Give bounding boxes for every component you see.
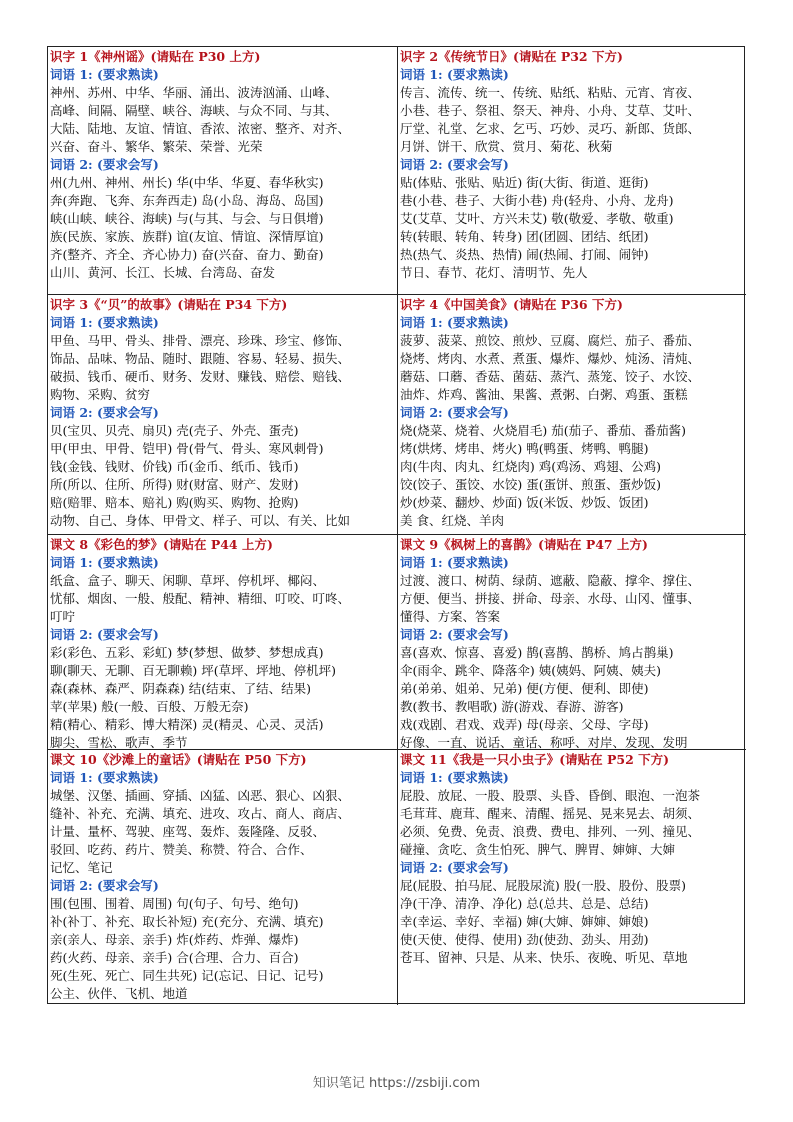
vocab-line: 烧烤、烤肉、水煮、煮蛋、爆炸、爆炒、炖汤、清炖、 [400, 351, 701, 366]
vocab-line: 教(教书、教唱歌) 游(游戏、春游、游客) [400, 699, 624, 714]
vocab-line: 缝补、补充、充满、填充、进攻、攻占、商人、商店、 [50, 806, 351, 821]
vocab-line: 喜(喜欢、惊喜、喜爱) 鹊(喜鹊、鹊桥、鸠占鹊巢) [400, 645, 674, 660]
lesson-cell [48, 535, 398, 750]
section-heading: 词语 2: (要求会写) [50, 878, 159, 893]
lesson-cell [48, 47, 398, 295]
section-heading: 词语 1: (要求熟读) [50, 315, 159, 330]
vocab-line: 毛茸茸、鹿茸、醒来、清醒、摇晃、晃来晃去、胡须、 [400, 806, 701, 821]
vocab-line: 传言、流传、统一、传统、贴纸、粘贴、元宵、宵夜、 [400, 85, 701, 100]
vocab-line: 贴(体贴、张贴、贴近) 街(大街、街道、逛街) [400, 175, 649, 190]
vocab-line: 族(民族、家族、族群) 谊(友谊、情谊、深情厚谊) [50, 229, 324, 244]
lesson-title: 课文 10《沙滩上的童话》(请贴在 P50 下方) [50, 752, 307, 767]
vocab-line: 奔(奔跑、飞奔、东奔西走) 岛(小岛、海岛、岛国) [50, 193, 324, 208]
lesson-cell [48, 295, 398, 535]
vocab-line: 动物、自己、身体、甲骨文、样子、可以、有关、比如 [50, 513, 351, 528]
section-heading: 词语 2: (要求会写) [50, 405, 159, 420]
vocab-line: 转(转眼、转角、转身) 团(团圆、团结、纸团) [400, 229, 649, 244]
vocab-line: 甲鱼、马甲、骨头、排骨、漂亮、珍珠、珍宝、修饰、 [50, 333, 351, 348]
vocab-line: 叮咛 [50, 609, 76, 624]
vocab-line: 破损、钱币、硬币、财务、发财、赚钱、赔偿、赔钱、 [50, 369, 351, 384]
vocab-line: 过渡、渡口、树荫、绿荫、遮蔽、隐蔽、撑伞、撑住、 [400, 573, 701, 588]
vocab-line: 饰品、品味、物品、随时、跟随、容易、轻易、损失、 [50, 351, 351, 366]
vocab-line: 使(天使、使得、使用) 劲(使劲、劲头、用劲) [400, 932, 649, 947]
lesson-cell [398, 295, 746, 535]
lesson-title: 课文 9《枫树上的喜鹊》(请贴在 P47 上方) [400, 537, 648, 552]
section-heading: 词语 2: (要求会写) [400, 627, 509, 642]
vocab-line: 艾(艾草、艾叶、方兴未艾) 敬(敬爱、孝敬、敬重) [400, 211, 674, 226]
vocab-line: 方便、便当、拼接、拼命、母亲、水母、山冈、懂事、 [400, 591, 701, 606]
section-heading: 词语 1: (要求熟读) [400, 770, 509, 785]
section-heading: 词语 1: (要求熟读) [50, 770, 159, 785]
vocab-line: 彩(彩色、五彩、彩虹) 梦(梦想、做梦、梦想成真) [50, 645, 324, 660]
vocab-line: 巷(小巷、巷子、大街小巷) 舟(轻舟、小舟、龙舟) [400, 193, 674, 208]
vocab-line: 苹(苹果) 般(一般、百般、万般无奈) [50, 699, 249, 714]
section-heading: 词语 1: (要求熟读) [400, 67, 509, 82]
vocab-line: 山川、黄河、长江、长城、台湾岛、奋发 [50, 265, 276, 280]
vocab-line: 戏(戏剧、君戏、戏弄) 母(母亲、父母、字母) [400, 717, 649, 732]
vocab-line: 补(补丁、补充、取长补短) 充(充分、充满、填充) [50, 914, 324, 929]
vocab-line: 兴奋、奋斗、繁华、繁荣、荣誉、光荣 [50, 139, 263, 154]
vocab-line: 围(包围、围着、周围) 句(句子、句号、绝句) [50, 896, 299, 911]
section-heading: 词语 1: (要求熟读) [400, 555, 509, 570]
vocab-line: 必须、免费、免责、浪费、费电、排列、一列、撞见、 [400, 824, 701, 839]
vocab-line: 高峰、间隔、隔壁、峡谷、海峡、与众不同、与其、 [50, 103, 338, 118]
vocab-line: 大陆、陆地、友谊、情谊、香浓、浓密、整齐、对齐、 [50, 121, 351, 136]
vocab-line: 烤(烘烤、烤串、烤火) 鸭(鸭蛋、烤鸭、鸭腿) [400, 441, 649, 456]
vocab-line: 公主、伙伴、飞机、地道 [50, 986, 188, 1001]
lesson-cell [398, 535, 746, 750]
lesson-title: 识字 3《“贝”的故事》(请贴在 P34 下方) [50, 297, 288, 312]
vocab-line: 月饼、饼干、欣赏、赏月、菊花、秋菊 [400, 139, 613, 154]
vocab-line: 好像、一直、说话、童话、称呼、对岸、发现、发明 [400, 735, 688, 750]
section-heading: 词语 2: (要求会写) [400, 157, 509, 172]
vocab-line: 烧(烧菜、烧着、火烧眉毛) 茄(茄子、番茄、番茄酱) [400, 423, 686, 438]
vocab-line: 赔(赔罪、赔本、赔礼) 购(购买、购物、抢购) [50, 495, 299, 510]
vocab-line: 所(所以、住所、所得) 财(财富、财产、发财) [50, 477, 299, 492]
lesson-title: 课文 11《我是一只小虫子》(请贴在 P52 下方) [400, 752, 670, 767]
vocab-line: 炒(炒菜、翻炒、炒面) 饭(米饭、炒饭、饭团) [400, 495, 649, 510]
vocab-line: 贝(宝贝、贝壳、扇贝) 壳(壳子、外壳、蛋壳) [50, 423, 299, 438]
vocab-line: 钱(金钱、钱财、价钱) 币(金币、纸币、钱币) [50, 459, 299, 474]
lesson-cell [398, 750, 746, 1005]
vocab-line: 美 食、红烧、羊肉 [400, 513, 504, 528]
vocabulary-table [47, 46, 745, 1004]
vocab-line: 纸盒、盒子、聊天、闲聊、草坪、停机坪、椰闷、 [50, 573, 326, 588]
vocab-line: 懂得、方案、答案 [400, 609, 501, 624]
vocab-line: 肉(牛肉、肉丸、红烧肉) 鸡(鸡汤、鸡翅、公鸡) [400, 459, 661, 474]
section-heading: 词语 1: (要求熟读) [400, 315, 509, 330]
vocab-line: 州(九州、神州、州长) 华(中华、华夏、春华秋实) [50, 175, 324, 190]
section-heading: 词语 2: (要求会写) [50, 157, 159, 172]
vocab-line: 死(生死、死亡、同生共死) 记(忘记、日记、记号) [50, 968, 324, 983]
vocab-line: 亲(亲人、母亲、亲手) 炸(炸药、炸弹、爆炸) [50, 932, 299, 947]
vocab-line: 齐(整齐、齐全、齐心协力) 奋(兴奋、奋力、勤奋) [50, 247, 324, 262]
vocab-line: 碰撞、贪吃、贪生怕死、脾气、脾胃、婶婶、大婶 [400, 842, 676, 857]
section-heading: 词语 1: (要求熟读) [50, 67, 159, 82]
lesson-title: 课文 8《彩色的梦》(请贴在 P44 上方) [50, 537, 273, 552]
vocab-line: 热(热气、炎热、热情) 闹(热闹、打闹、闹钟) [400, 247, 649, 262]
vocab-line: 菠萝、菠菜、煎饺、煎炒、豆腐、腐烂、茄子、番茄、 [400, 333, 701, 348]
lesson-title: 识字 1《神州谣》(请贴在 P30 上方) [50, 49, 261, 64]
vocab-line: 城堡、汉堡、插画、穿插、凶猛、凶恶、狠心、凶狠、 [50, 788, 351, 803]
vocab-line: 甲(甲虫、甲骨、铠甲) 骨(骨气、骨头、寒风刺骨) [50, 441, 324, 456]
vocab-line: 小巷、巷子、祭祖、祭天、神舟、小舟、艾草、艾叶、 [400, 103, 701, 118]
vocab-line: 蘑菇、口蘑、香菇、菌菇、蒸汽、蒸笼、饺子、水饺、 [400, 369, 701, 384]
section-heading: 词语 2: (要求会写) [400, 860, 509, 875]
vocab-line: 厅堂、礼堂、乞求、乞丐、巧妙、灵巧、新郎、货郎、 [400, 121, 701, 136]
section-heading: 词语 2: (要求会写) [50, 627, 159, 642]
lesson-cell [48, 750, 398, 1005]
vocab-line: 脚尖、雪松、歌声、季节 [50, 735, 188, 750]
vocab-line: 记忆、笔记 [50, 860, 113, 875]
vocab-line: 森(森林、森严、阴森森) 结(结束、了结、结果) [50, 681, 311, 696]
vocab-line: 弟(弟弟、姐弟、兄弟) 便(方便、便利、即使) [400, 681, 649, 696]
vocab-line: 净(干净、清净、净化) 总(总共、总是、总结) [400, 896, 649, 911]
vocab-line: 精(精心、精彩、博大精深) 灵(精灵、心灵、灵活) [50, 717, 324, 732]
vocab-line: 药(火药、母亲、亲手) 合(合理、合力、百合) [50, 950, 299, 965]
vocab-line: 油炸、炸鸡、酱油、果酱、煮粥、白粥、鸡蛋、蛋糕 [400, 387, 688, 402]
vocab-line: 计量、量杯、驾驶、座驾、轰炸、轰隆隆、反驳、 [50, 824, 326, 839]
vocab-line: 驳回、吃药、药片、赞美、称赞、符合、合作、 [50, 842, 313, 857]
vocab-line: 聊(聊天、无聊、百无聊赖) 坪(草坪、坪地、停机坪) [50, 663, 336, 678]
vocab-line: 饺(饺子、蛋饺、水饺) 蛋(蛋饼、煎蛋、蛋炒饭) [400, 477, 661, 492]
vocab-line: 神州、苏州、中华、华丽、涌出、波涛汹涌、山峰、 [50, 85, 338, 100]
footer-watermark: 知识笔记 https://zsbiji.com [312, 1076, 481, 1091]
vocab-line: 峡(山峡、峡谷、海峡) 与(与其、与会、与日俱增) [50, 211, 324, 226]
vocab-line: 忧郁、烟囱、一般、般配、精神、精细、叮咬、叮咚、 [50, 591, 351, 606]
vocab-line: 节日、春节、花灯、清明节、先人 [400, 265, 588, 280]
section-heading: 词语 1: (要求熟读) [50, 555, 159, 570]
vocab-line: 屁股、放屁、一股、股票、头昏、昏倒、眼泡、一泡茶 [400, 788, 701, 803]
vocab-line: 伞(雨伞、跳伞、降落伞) 姨(姨妈、阿姨、姨夫) [400, 663, 661, 678]
lesson-cell [398, 47, 746, 295]
vocab-line: 苍耳、留神、只是、从来、快乐、夜晚、听见、草地 [400, 950, 688, 965]
lesson-title: 识字 2《传统节日》(请贴在 P32 下方) [400, 49, 623, 64]
section-heading: 词语 2: (要求会写) [400, 405, 509, 420]
vocab-line: 幸(幸运、幸好、幸福) 婶(大婶、婶婶、婶娘) [400, 914, 649, 929]
lesson-title: 识字 4《中国美食》(请贴在 P36 下方) [400, 297, 623, 312]
vocab-line: 屁(屁股、拍马屁、屁股尿流) 股(一股、股份、股票) [400, 878, 686, 893]
vocab-line: 购物、采购、贫穷 [50, 387, 151, 402]
